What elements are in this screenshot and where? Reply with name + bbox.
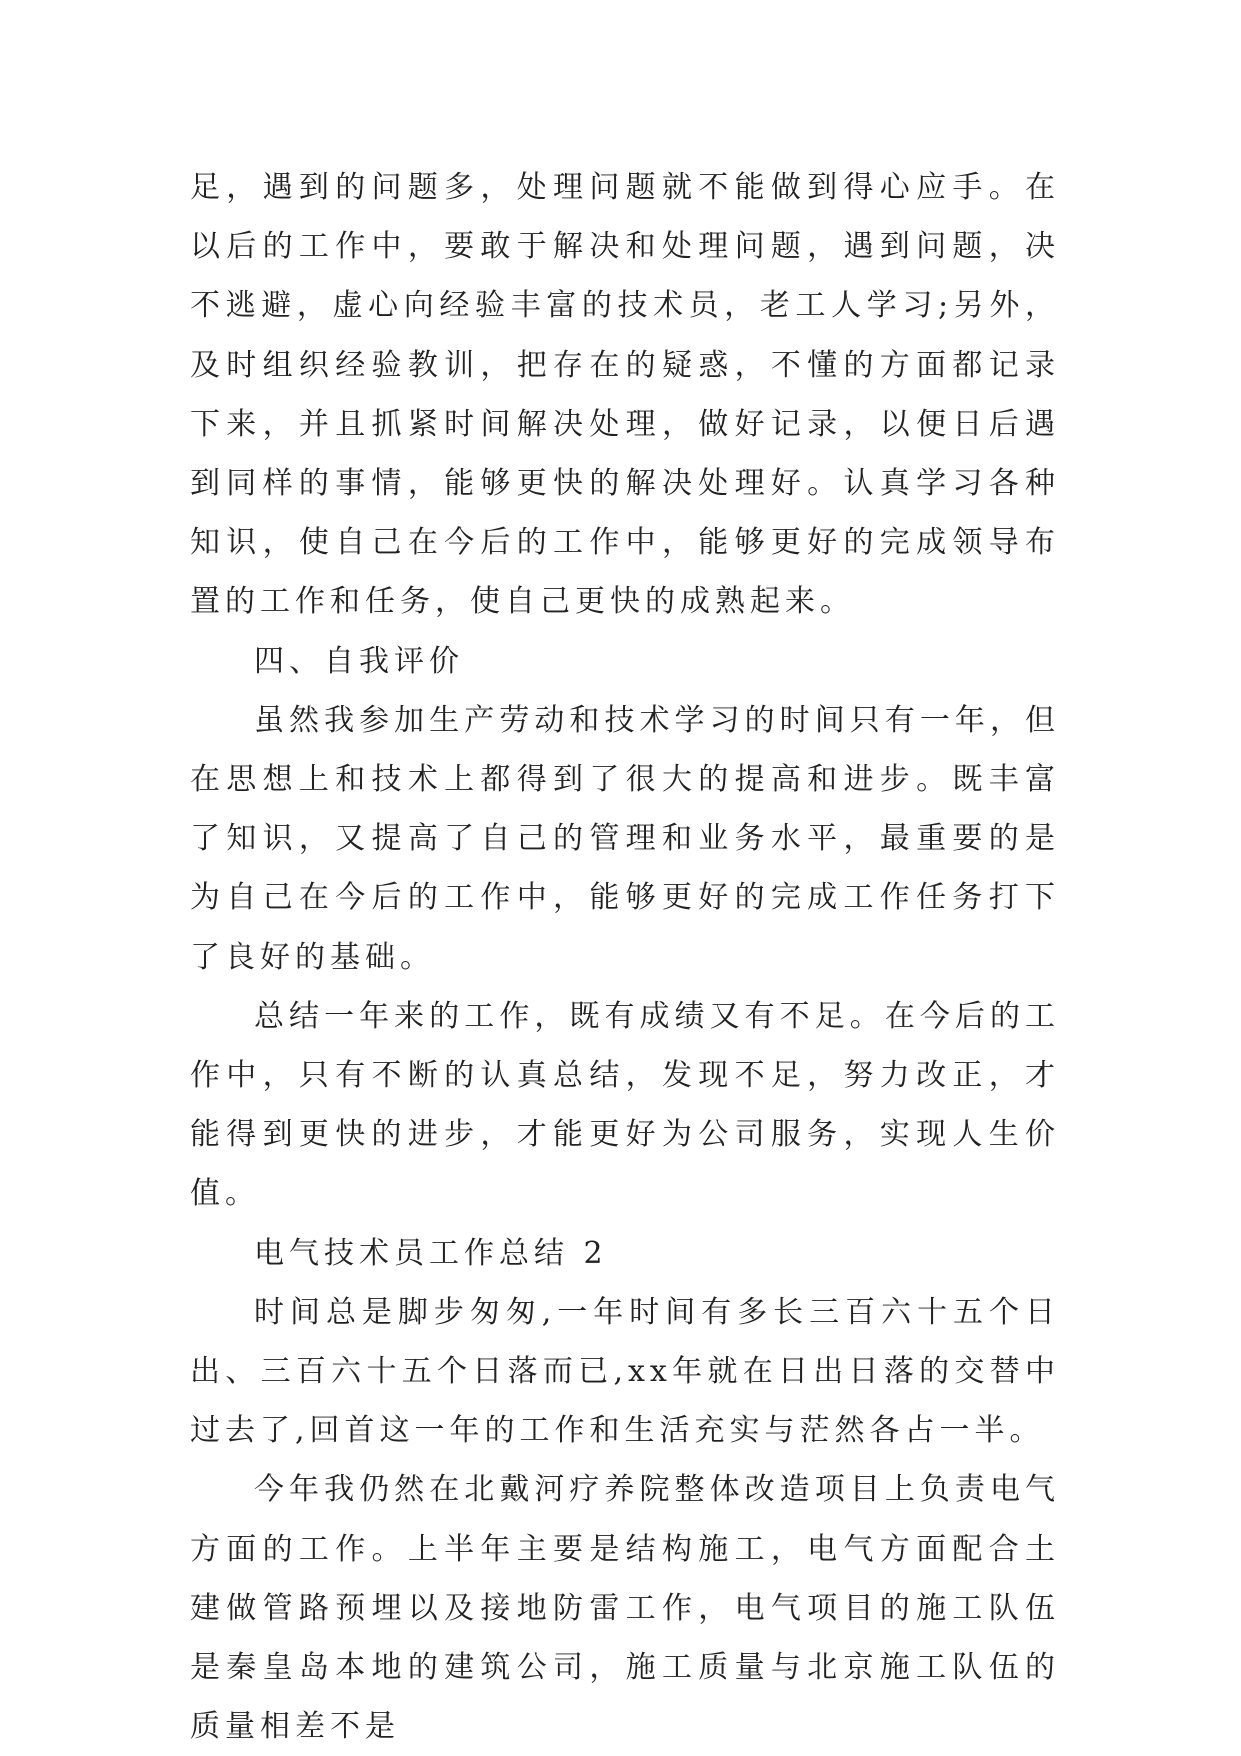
body-paragraph: 虽然我参加生产劳动和技术学习的时间只有一年，但在思想上和技术上都得到了很大的提高和进步。既丰富了知识，又提高了自己的管理和业务水平，最重要的是为自己在今后的工作中，能够更好的完成工作任务打下了良好的基础。 [190, 702, 1060, 975]
body-paragraph: 时间总是脚步匆匆,一年时间有多长三百六十五个日出、三百六十五个日落而已,xx年就在日出日落的交替中过去了,回首这一年的工作和生活充实与茫然各占一半。 [190, 1294, 1060, 1449]
body-paragraph: 今年我仍然在北戴河疗养院整体改造项目上负责电气方面的工作。上半年主要是结构施工，电气方面配合土建做管路预埋以及接地防雷工作，电气项目的施工队伍是秦皇岛本地的建筑公司，施工质量与北京施工队伍的质量相差不是 [190, 1472, 1060, 1745]
section-heading-summary-2: 电气技术员工作总结 2 [254, 1235, 608, 1271]
body-paragraph-continuation: 足，遇到的问题多，处理问题就不能做到得心应手。在以后的工作中，要敢于解决和处理问题，遇到问题，决不逃避，虚心向经验丰富的技术员，老工人学习;另外，及时组织经验教训，把存在的疑惑，不懂的方面都记录下来，并且抓紧时间解决处理，做好记录，以便日后遇到同样的事情，能够更快的解决处理好。认真学习各种知识，使自己在今后的工作中，能够更好的完成领导布置的工作和任务，使自己更快的成熟起来。 [190, 170, 1060, 620]
document-body [190, 158, 1060, 1756]
body-paragraph: 总结一年来的工作，既有成绩又有不足。在今后的工作中，只有不断的认真总结，发现不足，努力改正，才能得到更快的进步，才能更好为公司服务，实现人生价值。 [190, 998, 1060, 1212]
section-heading-self-evaluation: 四、自我评价 [254, 643, 464, 679]
